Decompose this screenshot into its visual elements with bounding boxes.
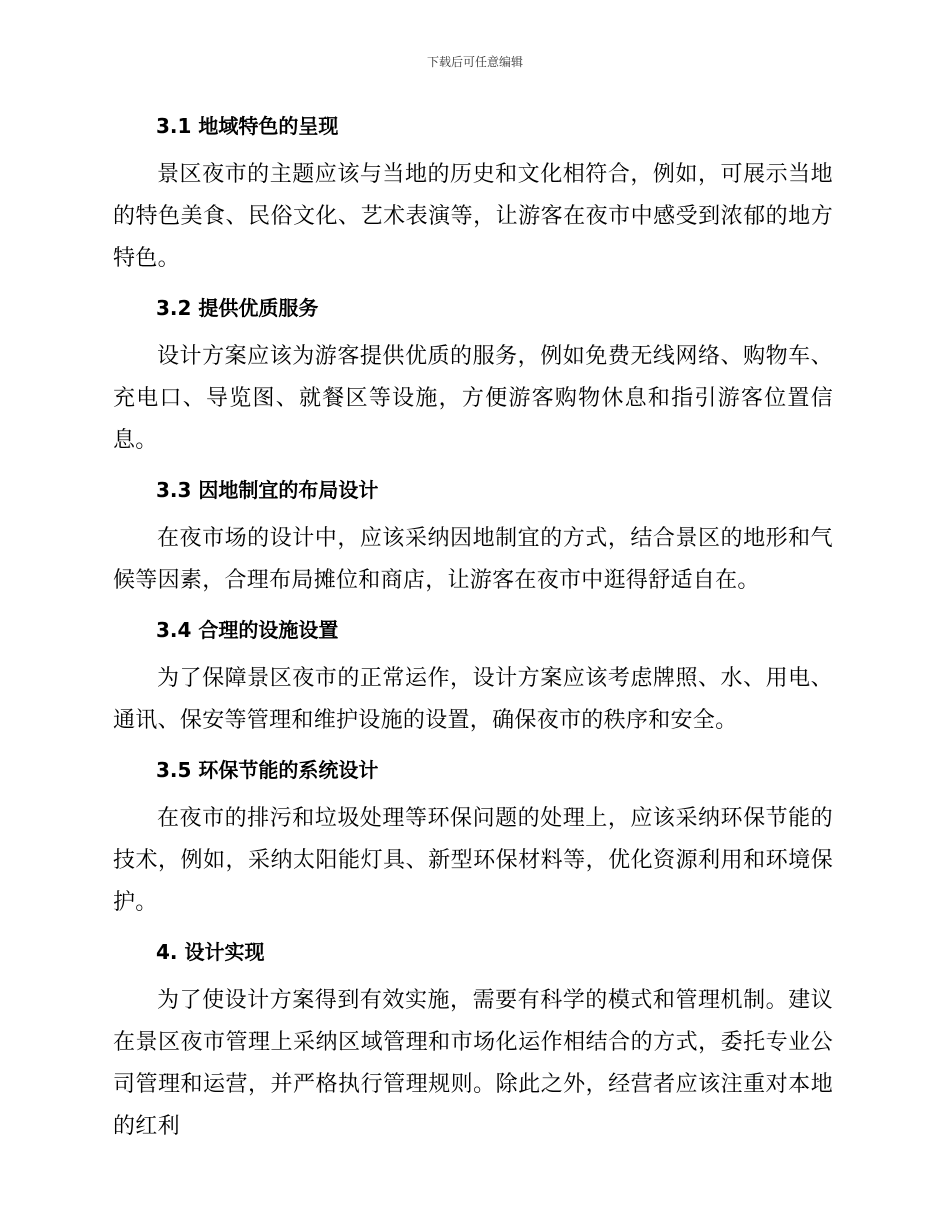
section-paragraph: 为了使设计方案得到有效实施，需要有科学的模式和管理机制。建议在景区夜市管理上采纳区域管理和市场化运作相结合的方式，委托专业公司管理和运营，并严格执行管理规则。除此之外，经营者应该注重对本地的红利 xyxy=(113,988,833,1139)
section-3-4 xyxy=(113,616,833,756)
section-paragraph: 在夜市的排污和垃圾处理等环保问题的处理上，应该采纳环保节能的技术，例如，采纳太阳能灯具、新型环保材料等，优化资源利用和环境保护。 xyxy=(113,806,833,915)
section-paragraph: 为了保障景区夜市的正常运作，设计方案应该考虑牌照、水、用电、通讯、保安等管理和维护设施的设置，确保夜市的秩序和安全。 xyxy=(113,666,833,733)
page-header: 下载后可任意编辑 xyxy=(426,55,523,69)
section-paragraph: 设计方案应该为游客提供优质的服务，例如免费无线网络、购物车、充电口、导览图、就餐区等设施，方便游客购物休息和指引游客位置信息。 xyxy=(113,344,833,453)
section-heading: 4. 设计实现 xyxy=(156,940,265,964)
section-paragraph: 在夜市场的设计中，应该采纳因地制宜的方式，结合景区的地形和气候等因素，合理布局摊位和商店，让游客在夜市中逛得舒适自在。 xyxy=(113,526,833,593)
section-heading: 3.5 环保节能的系统设计 xyxy=(156,758,379,782)
section-4 xyxy=(113,938,833,1148)
section-paragraph: 景区夜市的主题应该与当地的历史和文化相符合，例如，可展示当地的特色美食、民俗文化、艺术表演等，让游客在夜市中感受到浓郁的地方特色。 xyxy=(113,162,833,271)
section-heading: 3.4 合理的设施设置 xyxy=(156,618,339,642)
section-heading: 3.1 地域特色的呈现 xyxy=(156,114,339,138)
section-3-3 xyxy=(113,476,833,616)
section-heading: 3.2 提供优质服务 xyxy=(156,296,319,320)
section-heading: 3.3 因地制宜的布局设计 xyxy=(156,478,379,502)
section-3-5 xyxy=(113,756,833,938)
document-body xyxy=(113,112,833,1148)
section-3-2 xyxy=(113,294,833,476)
section-3-1 xyxy=(113,112,833,294)
